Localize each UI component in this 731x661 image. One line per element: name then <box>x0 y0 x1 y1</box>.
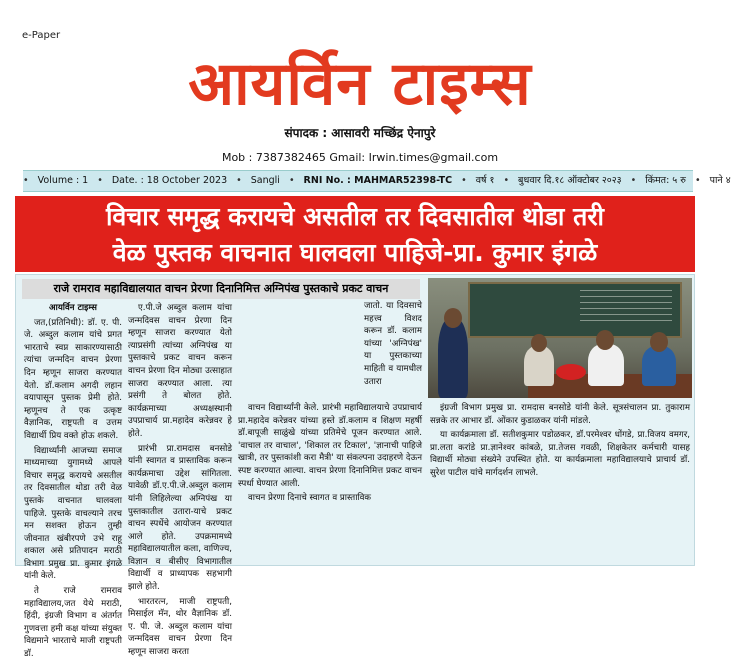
price-label: किंमत: ५ रु <box>645 175 686 186</box>
article-column-4 <box>430 402 690 560</box>
paragraph: इंग्रजी विभाग प्रमुख प्रा. रामदास बनसोडे यांनी केले. सूत्रसंचालन प्रा. तुकाराम सन्नके तर आभार डॉ. ओंकार कुडाळकर यांनी मांडले. <box>430 403 690 426</box>
article-column-3-top <box>364 300 422 400</box>
bullet-icon: • <box>630 175 637 186</box>
rni-label: RNI No. : MAHMAR52398-TC <box>303 175 453 186</box>
photo-guest-3 <box>642 346 676 386</box>
event-photo <box>428 278 692 398</box>
article-column-3 <box>238 402 422 560</box>
bullet-icon: • <box>23 175 29 186</box>
bullet-icon: • <box>236 175 242 186</box>
photo-guest-2-head <box>596 330 614 350</box>
paragraph: प्रारंभी प्रा.रामदास बनसोडे यांनी स्वागत व प्रास्ताविक करून कार्यक्रमाचा उद्देश सांगितला. यावेळी डॉ.ए.पी.जे.अब्दुल कलाम यांनी लिहिलेल्या अग्निपंख या पुस्तकातील उतारा-याचे प्रकट वाचन स्पर्धेचे आयोजन करण्यात आले होते. उपक्रमामध्ये महाविद्यालयातील कला, वाणिज्य, विज्ञान व बीसीए विभागातील विद्यार्थी व प्राध्यापक सहभागी झाले होते. <box>128 443 232 593</box>
article-column-1 <box>24 302 122 660</box>
byline: आयर्विन टाइम्स <box>49 303 97 313</box>
bullet-icon: • <box>461 175 467 186</box>
paragraph: या कार्यक्रमाला डॉ. सतीशकुमार पडोळकर, डॉ.परमेश्वर धोंगडे, प्रा.विजय वमगर, प्रा.लता करांडे प्रा.ज्ञानेश्वर कांबळे, प्रा.तेजस गवळी, शिक्षकेतर कर्मचारी यासह विद्यार्थी मोठ्या संख्येने उपस्थित होते. या कार्यक्रमाला महाविद्यालयाचे प्राचार्य डॉ. सुरेश पाटील यांचे मार्गदर्शन लाभले. <box>430 430 690 478</box>
masthead-title: आयर्विन टाइम्स <box>188 49 532 119</box>
photo-guest-1 <box>524 346 554 386</box>
photo-flowers <box>556 364 586 380</box>
epaper-label: e-Paper <box>22 30 61 41</box>
contact-line: Mob : 7387382465 Gmail: Irwin.times@gmail.com <box>221 151 499 164</box>
bullet-icon: • <box>694 175 701 186</box>
paragraph: जातो. या दिवसाचे महत्त्व विशद करून डॉ. कलाम यांच्या 'अग्निपंख' या पुस्तकाच्या माहिती व यामधील उतारा <box>364 301 422 387</box>
photo-guest-1-head <box>531 334 547 352</box>
photo-speaker-head <box>444 308 462 328</box>
paragraph: ए.पी.जे अब्दुल कलाम यांचा जन्मदिवस वाचन प्रेरणा दिन म्हणून साजरा करण्यात येतो त्याप्रसंगी त्यांच्या अग्निपंख या पुस्तकाचे प्रकट वाचन करून वाचन प्रेरणा दिन मोठ्या उत्साहात साजरा करण्यात आला. त्या प्रसंगी ते बोलत होते. कार्यक्रमाच्या अध्यक्षस्थानी उपप्राचार्य प्रा.महादेव करेन्नवर हे होते. <box>128 303 232 439</box>
article-subheading: राजे रामराव महाविद्यालयात वाचन प्रेरणा दिनानिमित्त अग्निपंख पुस्तकाचे प्रकट वाचन <box>22 279 420 299</box>
paragraph: ते राजे रामराव महाविद्यालय,जत येथे मराठी, हिंदी, इंग्रजी विभाग व अंतर्गत गुणवत्ता हमी कक्ष यांच्या संयुक्त विद्यमाने भारताचे माजी राष्ट्रपती डॉ. <box>24 586 122 660</box>
paragraph: वाचन प्रेरणा दिनाचे स्वागत व प्रास्ताविक <box>248 493 372 504</box>
headline-line-2: वेळ पुस्तक वाचनात घालवला पाहिजे-प्रा. कुमार इंगळे <box>112 238 598 267</box>
place-label: Sangli <box>250 175 280 186</box>
pages-label: पाने ४ <box>709 175 731 186</box>
paragraph: जत,(प्रतिनिधी): डॉ. ए. पी. जे. अब्दुल कलाम यांचे प्रगत भारताचे स्वप्न साकारण्यासाठी त्यांचा जन्मदिन वाचन प्रेरणा दिन म्हणून साजरा करण्यात येतो. डॉ.कलाम अगदी लहान वयापासून पुस्तक प्रेमी होते. म्हणूनच ते एक उत्कृष्ट वैज्ञानिक, राष्ट्रपती व उत्तम विद्यार्थी प्रिय वक्ते होऊ शकले. <box>24 317 122 441</box>
photo-speaker <box>438 318 468 398</box>
photo-guest-2 <box>588 344 624 386</box>
bullet-icon: • <box>288 175 295 186</box>
issue-info-bar <box>23 170 731 192</box>
main-headline <box>15 196 695 272</box>
volume-label: Volume : 1 <box>37 175 89 186</box>
date-label: Date. : 18 October 2023 <box>111 175 228 186</box>
issue-year-label: वर्ष १ <box>475 175 495 186</box>
blackboard-writing <box>580 290 672 326</box>
photo-blackboard <box>468 282 682 338</box>
marathi-date-label: बुधवार दि.१८ ऑक्टोबर २०२३ <box>518 175 622 186</box>
paragraph: भारतरत्न, माजी राष्ट्रपती, मिसाईल मॅन, थोर वैज्ञानिक डॉ. ए. पी. जे. अब्दुल कलाम यांचा जन्मदिवस वाचन प्रेरणा दिन म्हणून साजरा करता <box>128 596 232 658</box>
paragraph: वाचन विद्यार्थ्यांनी केले. प्रारंभी महाविद्यालयाचे उपप्राचार्य प्रा.महादेव करेन्नवर यांच्या हस्ते डॉ.कलाम व शिक्षण महर्षी डॉ.बापूजी साळुंखे यांच्या प्रतिमेचे पूजन करण्यात आले. 'वाचाल तर वाचाल', 'शिकाल तर टिकाल', 'ज्ञानाची पाहिजे खात्री, तर पुस्तकांशी करा मैत्री' या संकल्पना उदाहरणे देऊन स्पष्ट करण्यात आल्या. वाचन प्रेरणा दिनानिमित्त प्रकट वाचन स्पर्धा घेण्यात आली. <box>238 403 422 489</box>
bullet-icon: • <box>503 175 510 186</box>
photo-guest-3-head <box>650 332 668 352</box>
bullet-icon: • <box>97 175 103 186</box>
headline-line-1: विचार समृद्ध करायचे असतील तर दिवसातील थोडा तरी <box>105 202 605 231</box>
editor-line: संपादक : आसावरी मच्छिंद्र ऐनापुरे <box>284 126 436 140</box>
paragraph: विद्यार्थ्यांनी आजच्या समाज माध्यमाच्या युगामध्ये आपले विचार समृद्ध करायचे असतील तर दिवसातील थोडा तरी वेळ पुस्तके वाचनात घालवला पाहिजे. पुस्तके वाचल्याने तरच मन सशक्त होऊन तुम्ही जीवनात खंबीरपणे उभे राहू शकाल असे प्रतिपादन मराठी विभाग प्रमुख प्रा. कुमार इंगळे यांनी केले. <box>24 445 122 582</box>
article-column-2 <box>128 302 232 658</box>
